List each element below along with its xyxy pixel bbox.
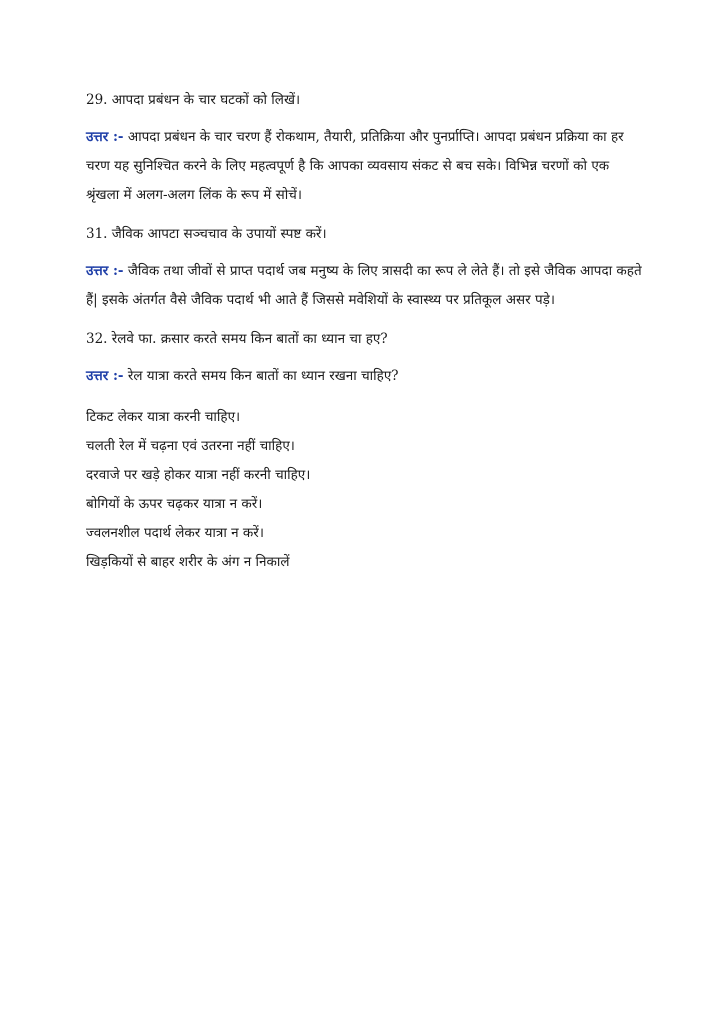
list-item: खिड़कियों से बाहर शरीर के अंग न निकालें	[86, 554, 290, 570]
safety-list	[86, 403, 642, 577]
answer-label: उत्तर :-	[86, 368, 124, 384]
list-item: दरवाजे पर खड़े होकर यात्रा नहीं करनी चाहिए।	[86, 467, 311, 483]
answer-text: जैविक तथा जीवों से प्राप्त पदार्थ जब मनुष्य के लिए त्रासदी का रूप ले लेते हैं। तो इसे जैविक आपदा कहते हैं| इसके अंतर्गत वैसे जैविक पदार्थ भी आते हैं जिससे मवेशियों के स्वास्थ्य पर प्रतिकूल असर पड़े।	[86, 263, 642, 308]
document-content	[86, 86, 642, 577]
question-29: 29. आपदा प्रबंधन के चार घटकों को लिखें।	[86, 92, 301, 108]
list-item: टिकट लेकर यात्रा करनी चाहिए।	[86, 409, 241, 425]
answer-text: रेल यात्रा करते समय किन बातों का ध्यान रखना चाहिए?	[123, 368, 399, 384]
question-31: 31. जैविक आपटा सञ्चचाव के उपायों स्पष्ट करें।	[86, 226, 327, 242]
answer-31	[86, 257, 642, 315]
answer-29	[86, 123, 642, 210]
list-item: ज्वलनशील पदार्थ लेकर यात्रा न करें।	[86, 525, 264, 541]
list-item: चलती रेल में चढ़ना एवं उतरना नहीं चाहिए।	[86, 438, 295, 454]
question-32: 32. रेलवे फा. क्रसार करते समय किन बातों का ध्यान चा हए?	[86, 331, 388, 347]
answer-text: आपदा प्रबंधन के चार चरण हैं रोकथाम, तैयारी, प्रतिक्रिया और पुनर्प्राप्ति। आपदा प्रबंधन प्रक्रिया का हर चरण यह सुनिश्चित करने के लिए महत्वपूर्ण है कि आपका व्यवसाय संकट से बच सके। विभिन्न चरणों को एक श्रृंखला में अलग-अलग लिंक के रूप में सोचें।	[86, 129, 624, 203]
answer-32	[86, 362, 642, 391]
answer-label: उत्तर :-	[86, 263, 124, 279]
answer-label: उत्तर :-	[86, 129, 124, 145]
list-item: बोगियों के ऊपर चढ़कर यात्रा न करें।	[86, 496, 263, 512]
